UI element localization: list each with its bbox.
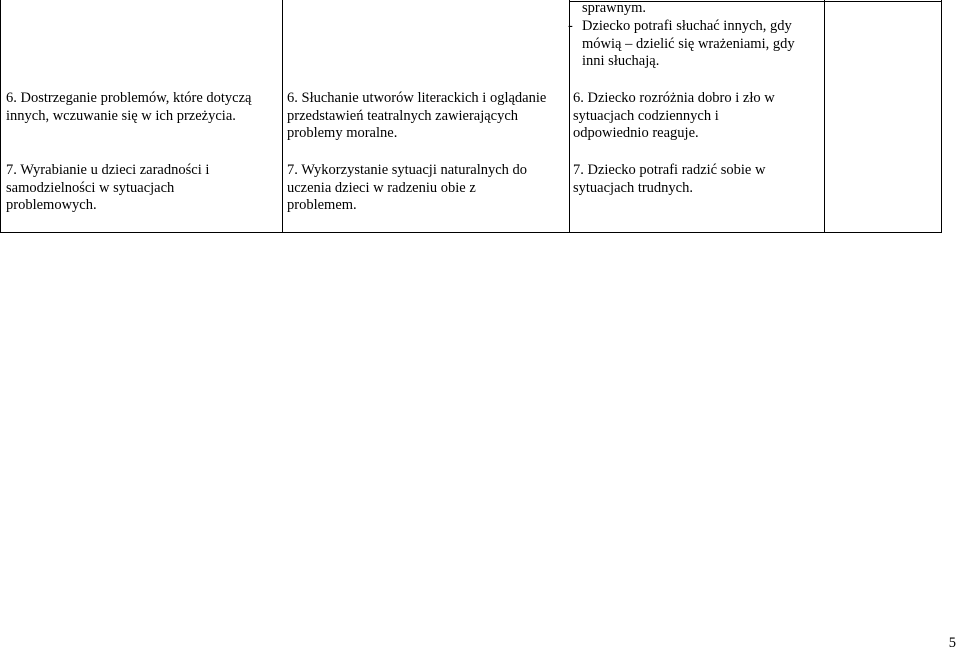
table-row-7-goal: 7. Wyrabianie u dzieci zaradności i samodzielności w sytuacjach problemowych. xyxy=(6,162,210,213)
page-number: 5 xyxy=(948,635,956,651)
table-row-7-method: 7. Wykorzystanie sytuacji naturalnych do uczenia dzieci w radzeniu obie z problemem. xyxy=(287,162,528,213)
table-border-right xyxy=(941,0,942,233)
outcome-continuation: sprawnym. xyxy=(582,0,647,16)
bullet-dash: - xyxy=(568,18,573,34)
table-column-divider-3 xyxy=(824,0,825,233)
outcome-bullet-listening xyxy=(582,18,818,71)
table-row-6-outcome: 6. Dziecko rozróżnia dobro i zło w sytuacjach codziennych i odpowiednio reaguje. xyxy=(573,90,775,141)
bullet-line-1: Dziecko potrafi słuchać innych, gdy xyxy=(582,18,792,34)
table-border-bottom xyxy=(0,232,942,233)
bullet-line-2: mówią – dzielić się wrażeniami, gdy xyxy=(582,35,795,52)
table-row-6-method: 6. Słuchanie utworów literackich i oglądanie przedstawień teatralnych zawierających problemy moralne. xyxy=(287,90,547,141)
table-row-7-outcome: 7. Dziecko potrafi radzić sobie w sytuacjach trudnych. xyxy=(573,162,766,196)
bullet-line-3: inni słuchają. xyxy=(582,53,660,69)
table-row-6-goal: 6. Dostrzeganie problemów, które dotyczą innych, wczuwanie się w ich przeżycia. xyxy=(6,90,252,124)
table-column-divider-1 xyxy=(282,0,283,233)
curriculum-table xyxy=(0,0,960,233)
table-border-left xyxy=(0,0,1,233)
